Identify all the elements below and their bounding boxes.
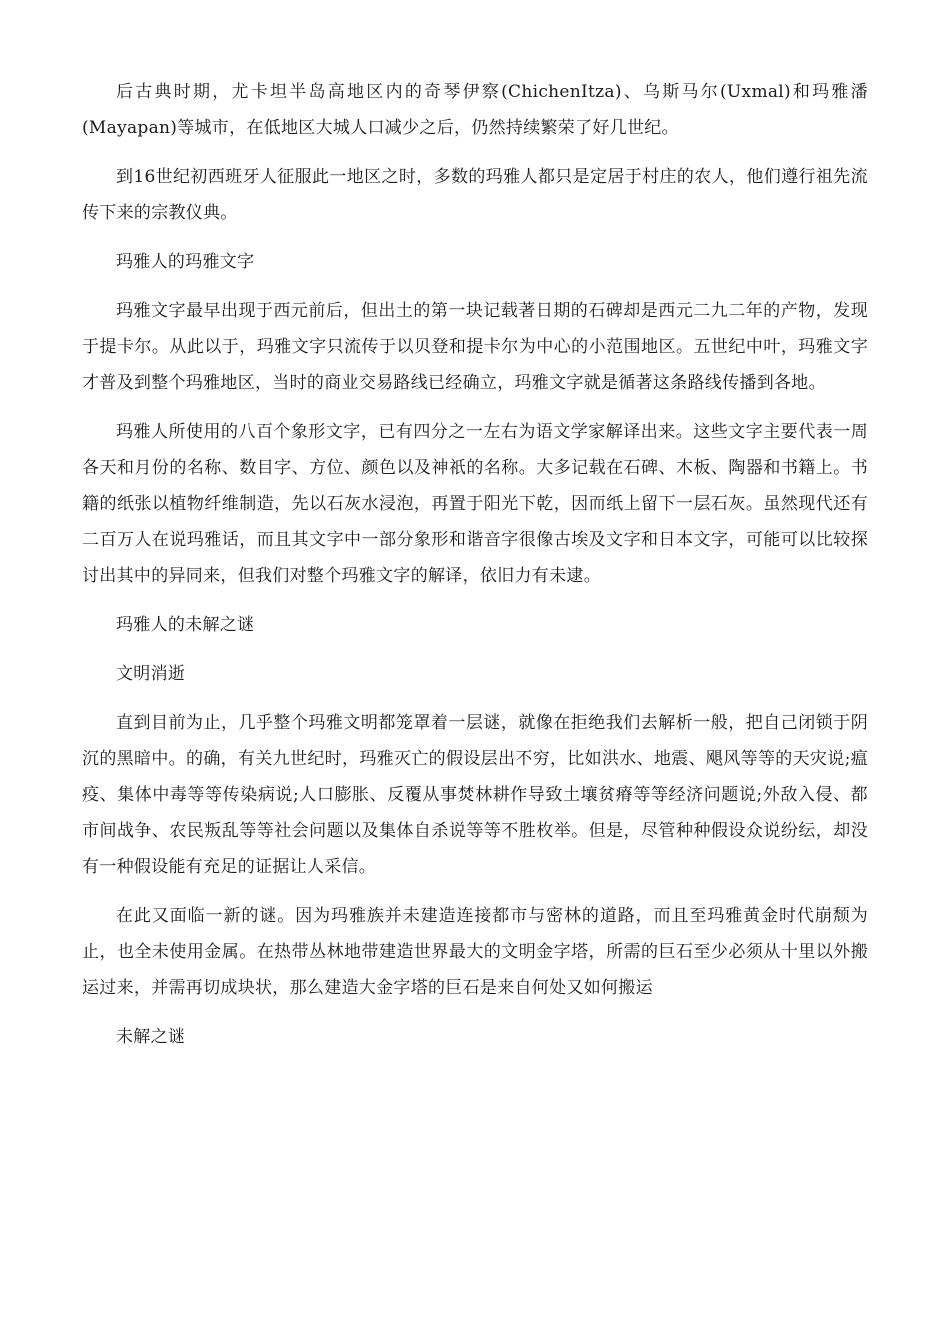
paragraph-spanish-conquest: 到16世纪初西班牙人征服此一地区之时，多数的玛雅人都只是定居于村庄的农人，他们遵行祖先流传下来的宗教仪典。 — [82, 167, 868, 223]
document-body — [82, 74, 868, 1068]
paragraph-script-decipher: 玛雅人所使用的八百个象形文字，已有四分之一左右为语文学家解译出来。这些文字主要代表一周各天和月份的名称、数目字、方位、颜色以及神祇的名称。大多记载在石碑、木板、陶器和书籍上。书籍的纸张以植物纤维制造，先以石灰水浸泡，再置于阳光下乾，因而纸上留下一层石灰。虽然现代还有二百万人在说玛雅话，而且其文字中一部分象形和谐音字很像古埃及文字和日本文字，可能可以比较探讨出其中的异同来，但我们对整个玛雅文字的解译，依旧力有未逮。 — [82, 422, 868, 586]
heading-civilization-vanish: 文明消逝 — [116, 664, 186, 684]
paragraph-script-origin: 玛雅文字最早出现于西元前后，但出土的第一块记载著日期的石碑却是西元二九二年的产物，发现于提卡尔。从此以于，玛雅文字只流传于以贝登和提卡尔为中心的小范围地区。五世纪中叶，玛雅文字才普及到整个玛雅地区，当时的商业交易路线已经确立，玛雅文字就是循著这条路线传播到各地。 — [82, 301, 868, 393]
paragraph-vanish-theories: 直到目前为止，几乎整个玛雅文明都笼罩着一层谜，就像在拒绝我们去解析一般，把自己闭锁于阴沉的黑暗中。的确，有关九世纪时，玛雅灭亡的假设层出不穷，比如洪水、地震、飓风等等的天灾说;瘟疫、集体中毒等等传染病说;人口膨胀、反覆从事焚林耕作导致土壤贫瘠等等经济问题说;外敌入侵、都市间战争、农民叛乱等等社会问题以及集体自杀说等等不胜枚举。但是，尽管种种假设众说纷纭，却没有一种假设能有充足的证据让人采信。 — [82, 713, 868, 877]
heading-maya-script: 玛雅人的玛雅文字 — [116, 252, 255, 272]
paragraph-new-mystery: 在此又面临一新的谜。因为玛雅族并未建造连接都市与密林的道路，而且至玛雅黄金时代崩颓为止，也全未使用金属。在热带丛林地带建造世界最大的文明金字塔，所需的巨石至少必须从十里以外搬运过来，并需再切成块状，那么建造大金字塔的巨石是来自何处又如何搬运 — [82, 906, 868, 998]
paragraph-postclassic: 后古典时期，尤卡坦半岛高地区内的奇琴伊察(ChichenItza)、乌斯马尔(Uxmal)和玛雅潘(Mayapan)等城市，在低地区大城人口减少之后，仍然持续繁荣了好几世纪。 — [82, 82, 868, 138]
heading-unsolved: 未解之谜 — [116, 1027, 186, 1047]
heading-unsolved-mysteries: 玛雅人的未解之谜 — [116, 615, 255, 635]
